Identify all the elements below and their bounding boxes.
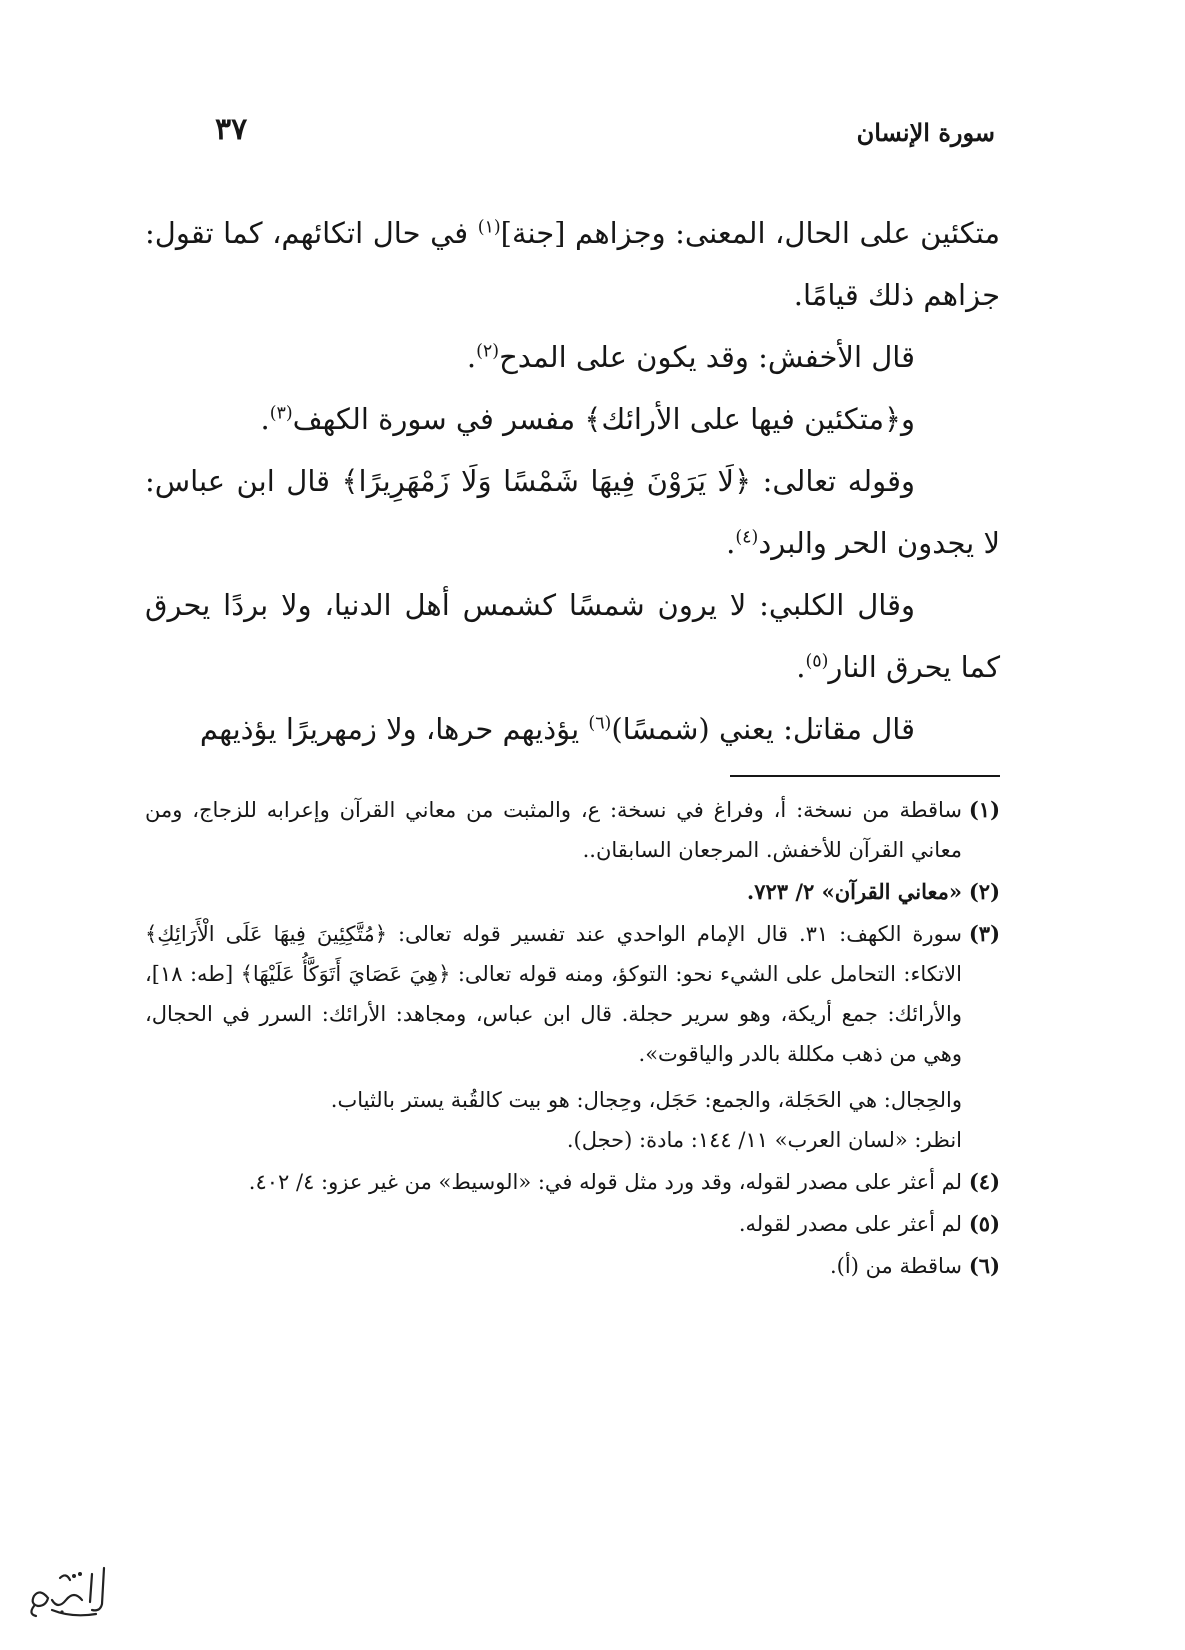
footnote-number: (٤) bbox=[968, 1169, 1000, 1194]
body-text: يؤذيهم حرها، ولا زمهريرًا يؤذيهم bbox=[199, 712, 589, 746]
body-text: قال مقاتل: يعني (شمسًا) bbox=[611, 712, 915, 746]
body-text: في حال اتكائهم، كما تقول: جزاهم ذلك قيامًا. bbox=[145, 216, 1000, 312]
footnote bbox=[145, 872, 1000, 912]
footnote-number: (٣) bbox=[968, 921, 1000, 946]
footnote-text: لم أعثر على مصدر لقوله، وقد ورد مثل قوله في: «الوسيط» من غير عزو: ٤/ ٤٠٢. bbox=[248, 1170, 962, 1194]
footnote bbox=[145, 1162, 1000, 1202]
footnote-marker: (٦) bbox=[588, 713, 612, 734]
body-text: . bbox=[466, 340, 477, 374]
body-text: و﴿متكئين فيها على الأرائك﴾ مفسر في سورة الكهف bbox=[292, 402, 915, 436]
calligraphy-seal-icon bbox=[22, 1560, 112, 1622]
footnote-number: (١) bbox=[968, 797, 1000, 822]
footnote-text: سورة الكهف: ٣١. قال الإمام الواحدي عند تفسير قوله تعالى: ﴿مُتَّكِئِينَ فِيهَا عَلَى الْأَرَائِكِ﴾ الاتكاء: التحامل على الشيء نحو: التوكؤ، ومنه قوله تعالى: ﴿هِيَ عَصَايَ أَتَوَكَّأُ عَلَيْهَا﴾ [طه: ١٨]، والأرائك: جمع أريكة، وهو سرير حجلة. قال ابن عباس، ومجاهد: الأرائك: السرر في الحجال، وهي من ذهب مكللة بالدر والياقوت». bbox=[145, 922, 963, 1066]
body-paragraph bbox=[145, 450, 1000, 574]
footnote-body bbox=[145, 872, 962, 912]
footnote bbox=[145, 790, 1000, 870]
body-paragraph bbox=[145, 698, 1000, 760]
footnotes bbox=[145, 790, 1000, 1288]
footnote-separator bbox=[730, 775, 1000, 777]
footnote-number: (٢) bbox=[968, 879, 1000, 904]
body-text: . bbox=[796, 650, 806, 684]
footnote-text: ساقطة من نسخة: أ، وفراغ في نسخة: ع، والمثبت من معاني القرآن وإعرابه للزجاج، ومن معاني القرآن للأخفش. المرجعان السابقان.. bbox=[145, 798, 962, 862]
footnote-number: (٥) bbox=[968, 1211, 1000, 1236]
body-text: . bbox=[260, 402, 270, 436]
footnote-marker: (٢) bbox=[476, 341, 500, 362]
footnote-body bbox=[145, 1162, 962, 1202]
footnote-marker: (٣) bbox=[269, 403, 293, 424]
footnote-subnote: انظر: «لسان العرب» ١١/ ١٤٤: مادة: (حجل). bbox=[566, 1128, 962, 1152]
body-paragraph bbox=[145, 326, 1000, 388]
footnote-subnote: والحِجال: هي الحَجَلة، والجمع: حَجَل، وحِجال: هو بيت كالقُبة يستر بالثياب. bbox=[330, 1088, 962, 1112]
footnote-body bbox=[145, 914, 962, 1160]
body-paragraph bbox=[145, 574, 1000, 698]
footnote-body bbox=[145, 1204, 962, 1244]
footnote-text: ساقطة من (أ). bbox=[830, 1254, 962, 1278]
body-text: وقال الكلبي: لا يرون شمسًا كشمس أهل الدنيا، ولا بردًا يحرق كما يحرق النار bbox=[145, 588, 1000, 684]
footnote-text: «معاني القرآن» ٢/ ٧٢٣. bbox=[746, 879, 962, 904]
footnote-marker: (١) bbox=[477, 217, 501, 238]
body-paragraph bbox=[145, 202, 1000, 326]
footnote-body bbox=[145, 1246, 962, 1286]
footnote bbox=[145, 914, 1000, 1160]
footnote-text: لم أعثر على مصدر لقوله. bbox=[738, 1212, 962, 1236]
running-header-title: سورة الإنسان bbox=[856, 118, 995, 147]
body-text: وقوله تعالى: ﴿لَا يَرَوْنَ فِيهَا شَمْسًا وَلَا زَمْهَرِيرًا﴾ قال ابن عباس: لا يجدون الحر والبرد bbox=[145, 464, 1000, 560]
footnote-marker: (٥) bbox=[805, 651, 829, 672]
main-text bbox=[145, 202, 1000, 760]
body-text: . bbox=[726, 526, 736, 560]
footnote bbox=[145, 1204, 1000, 1244]
page-number: ٣٧ bbox=[215, 112, 248, 147]
body-paragraph bbox=[145, 388, 1000, 450]
footnote-body bbox=[145, 790, 962, 870]
footnote-number: (٦) bbox=[968, 1253, 1000, 1278]
footnote bbox=[145, 1246, 1000, 1286]
body-text: قال الأخفش: وقد يكون على المدح bbox=[499, 340, 915, 374]
footnote-marker: (٤) bbox=[735, 527, 759, 548]
body-text: متكئين على الحال، المعنى: وجزاهم [جنة] bbox=[500, 216, 1000, 250]
